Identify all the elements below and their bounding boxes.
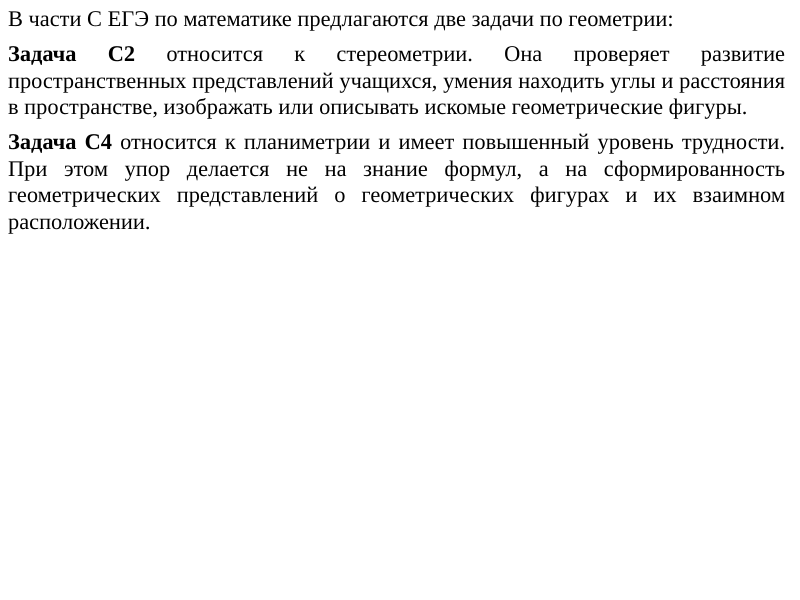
task-c4-paragraph xyxy=(8,129,785,235)
intro-paragraph xyxy=(8,6,785,33)
task-c2-title: Задача С2 xyxy=(8,41,136,66)
task-c2-text: относится к стереометрии. Она проверяет развитие пространственных представлений учащихся, умения находить углы и расстояния в пространстве, изображать или описывать искомые геометрические фигуры. xyxy=(8,41,785,119)
task-c2-paragraph xyxy=(8,41,785,121)
task-c4-title: Задача С4 xyxy=(8,129,112,154)
task-c4-text: относится к планиметрии и имеет повышенный уровень трудности. При этом упор делается не на знание формул, а на сформированность геометрических представлений о геометрических фигурах и их взаимном расположении. xyxy=(8,129,785,234)
slide-content xyxy=(8,6,785,244)
intro-text: В части С ЕГЭ по математике предлагаются две задачи по геометрии: xyxy=(8,6,674,31)
